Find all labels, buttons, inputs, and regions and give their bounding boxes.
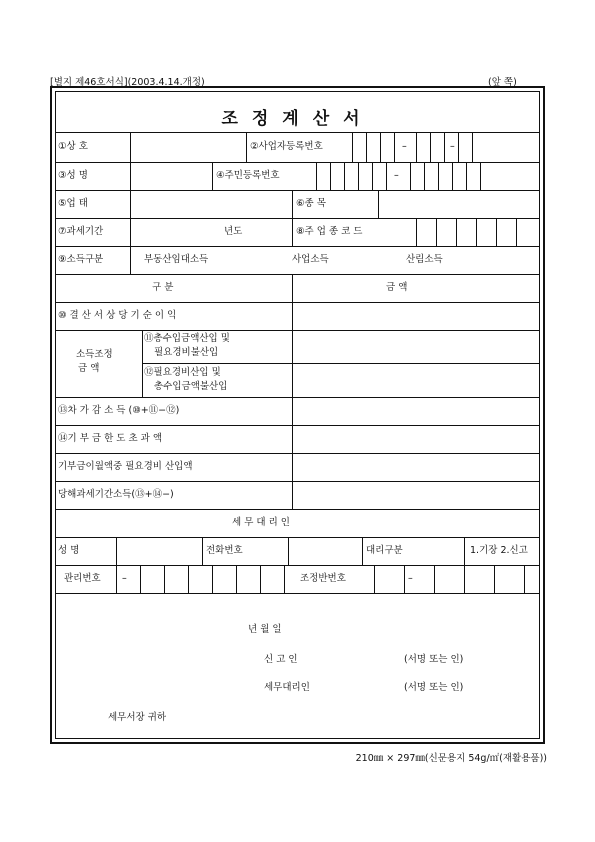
item12-amount[interactable] — [294, 365, 540, 395]
name-field[interactable] — [132, 164, 210, 188]
reporter-signature-hint[interactable]: (서명 또는 인) — [404, 654, 464, 665]
item11-label-a: ⑪총수입금액산입 및 — [144, 333, 230, 344]
item-field[interactable] — [380, 192, 540, 216]
agent-name-label: 성 명 — [58, 545, 80, 556]
real-estate-income-option[interactable]: 부동산임대소득 — [144, 254, 209, 265]
forest-income-option[interactable]: 산림소득 — [406, 254, 443, 265]
agent-section-title: 세 무 대 리 인 — [232, 517, 290, 528]
item14-label: ⑭기 부 금 한 도 초 과 액 — [58, 433, 163, 444]
biz-reg-no-label: ②사업자등록번호 — [250, 141, 323, 152]
adjustment-label-2: 금 액 — [78, 363, 100, 374]
document-title: 조정계산서 — [221, 109, 374, 129]
year-unit: 년도 — [224, 226, 243, 237]
team-no-dash: – — [408, 573, 413, 584]
net-income-label: ⑩ 결 산 서 상 당 기 순 이 익 — [58, 310, 177, 321]
business-income-option[interactable]: 사업소득 — [292, 254, 329, 265]
item12-label-a: ⑫필요경비산입 및 — [144, 367, 221, 378]
industry-code-label: ⑧주 업 종 코 드 — [296, 226, 363, 237]
agent-type-label: 대리구분 — [366, 545, 403, 556]
donation-carryover-label: 기부금이월액중 필요경비 산입액 — [58, 461, 193, 472]
management-no-label: 관리번호 — [64, 573, 101, 584]
biz-reg-dash-2: – — [450, 141, 455, 152]
trade-name-label: ①상 호 — [58, 141, 88, 152]
paper-spec: 210㎜ × 297㎜(신문용지 54g/㎡(재활용품)) — [355, 753, 547, 764]
resident-no-label: ④주민등록번호 — [216, 170, 280, 181]
biz-reg-dash-1: – — [402, 141, 407, 152]
agent-phone-label: 전화번호 — [206, 545, 243, 556]
adjustment-team-no-label: 조정반번호 — [300, 573, 346, 584]
item11-amount[interactable] — [294, 332, 540, 361]
tax-period-label: ⑦과세기간 — [58, 226, 104, 237]
management-no-dash: – — [122, 573, 127, 584]
agent-name-field[interactable] — [118, 539, 200, 563]
item12-label-b: 총수입금액불산입 — [154, 381, 228, 392]
item13-label: ⑬차 가 감 소 득 (⑩+⑪−⑫) — [58, 405, 180, 416]
addressee: 세무서장 귀하 — [108, 712, 167, 723]
income-category-label: ⑨소득구분 — [58, 254, 104, 265]
agent-phone-field[interactable] — [290, 539, 360, 563]
form-body — [55, 91, 540, 739]
sign-date: 년 월 일 — [248, 624, 282, 635]
column-header-category: 구 분 — [152, 282, 174, 293]
resident-no-dash: – — [394, 170, 399, 181]
business-type-label: ⑤업 태 — [58, 198, 88, 209]
net-income-amount[interactable] — [294, 304, 540, 328]
page-side: (앞 쪽) — [488, 77, 517, 88]
column-header-amount: 금 액 — [386, 282, 408, 293]
form-id: [별지 제46호서식](2003.4.14.개정) — [50, 77, 205, 88]
business-type-field[interactable] — [132, 192, 290, 216]
form-frame — [50, 86, 545, 744]
tax-agent-label: 세무대리인 — [264, 682, 310, 693]
period-income-label: 당해과세기간소득(⑬+⑭−) — [58, 489, 174, 500]
reporter-label: 신 고 인 — [264, 654, 298, 665]
agent-type-options[interactable]: 1.기장 2.신고 — [470, 545, 528, 556]
adjustment-label-1: 소득조정 — [76, 349, 113, 360]
name-label: ③성 명 — [58, 170, 88, 181]
tax-agent-signature-hint[interactable]: (서명 또는 인) — [404, 682, 464, 693]
trade-name-field[interactable] — [132, 134, 244, 160]
item-label: ⑥종 목 — [296, 198, 326, 209]
item11-label-b: 필요경비불산입 — [154, 347, 219, 358]
